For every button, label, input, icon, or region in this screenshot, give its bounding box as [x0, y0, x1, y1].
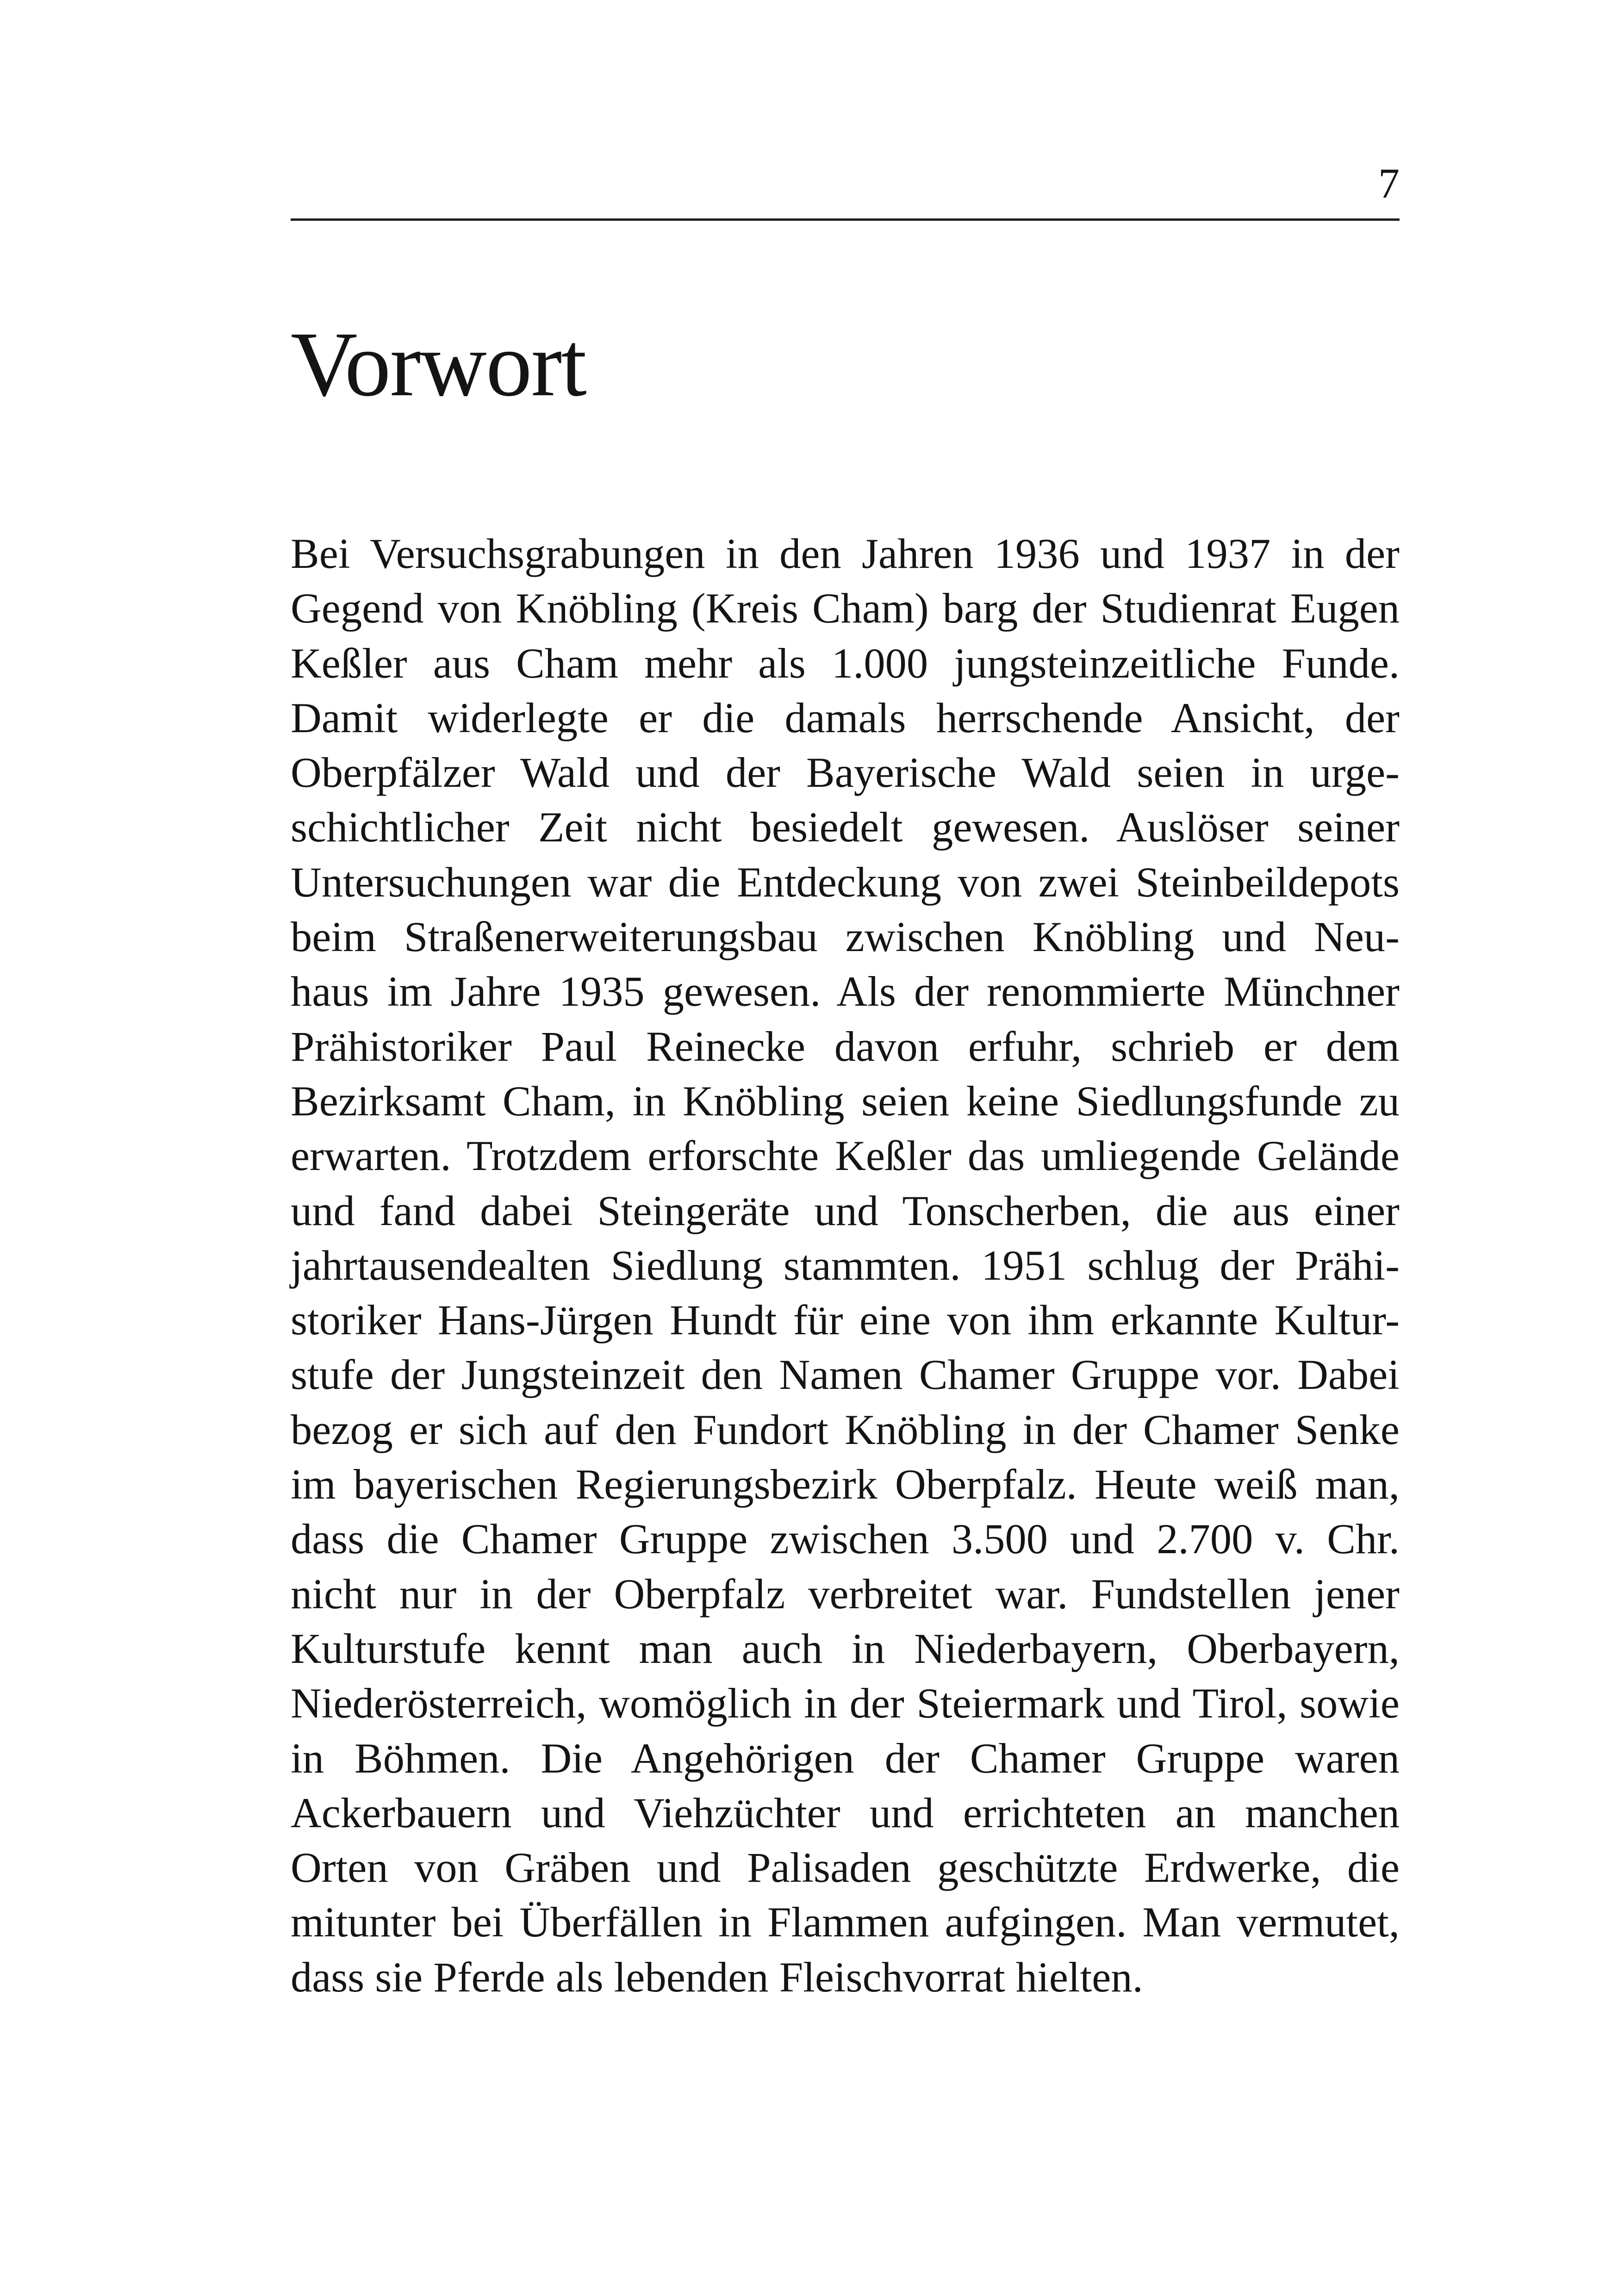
text-line: Kulturstufe kennt man auch in Niederbayern, Oberbayern,: [291, 1625, 1400, 1673]
text-line: nicht nur in der Oberpfalz verbreitet war. Fundstellen jener: [291, 1570, 1400, 1618]
text-line: Orten von Gräben und Palisaden geschützte Erdwerke, die: [291, 1844, 1400, 1892]
text-line: erwarten. Trotzdem erforschte Keßler das umliegende Gelände: [291, 1132, 1400, 1180]
chapter-title: Vorwort: [291, 313, 586, 416]
text-line: storiker Hans-Jürgen Hundt für eine von ihm erkannte Kultur-: [291, 1297, 1400, 1344]
text-line: dass die Chamer Gruppe zwischen 3.500 und 2.700 v. Chr.: [291, 1516, 1400, 1563]
text-line: Keßler aus Cham mehr als 1.000 jungsteinzeitliche Funde.: [291, 640, 1400, 687]
page-number: 7: [1378, 160, 1400, 207]
text-line: in Böhmen. Die Angehörigen der Chamer Gruppe waren: [291, 1735, 1400, 1782]
text-line: Gegend von Knöbling (Kreis Cham) barg der Studienrat Eugen: [291, 585, 1400, 633]
text-line: und fand dabei Steingeräte und Tonscherben, die aus einer: [291, 1187, 1400, 1235]
text-line: mitunter bei Überfällen in Flammen aufgingen. Man vermutet,: [291, 1899, 1400, 1947]
text-line: jahrtausendealten Siedlung stammten. 1951 schlug der Prähi-: [291, 1242, 1400, 1289]
text-line: Oberpfälzer Wald und der Bayerische Wald seien in urge-: [291, 749, 1400, 797]
text-line-last: dass sie Pferde als lebenden Fleischvorrat hielten.: [291, 1954, 1143, 2001]
text-line: Ackerbauern und Viehzüchter und errichteten an manchen: [291, 1789, 1400, 1837]
header-rule: [291, 218, 1400, 221]
text-line: beim Straßenerweiterungsbau zwischen Knöbling und Neu-: [291, 914, 1400, 961]
body-paragraph: [291, 527, 1400, 2005]
text-line: Niederösterreich, womöglich in der Steiermark und Tirol, sowie: [291, 1680, 1400, 1728]
text-line: Untersuchungen war die Entdeckung von zwei Steinbeildepots: [291, 859, 1400, 906]
text-line: Damit widerlegte er die damals herrschende Ansicht, der: [291, 694, 1400, 742]
text-line: im bayerischen Regierungsbezirk Oberpfalz. Heute weiß man,: [291, 1461, 1400, 1509]
text-line: haus im Jahre 1935 gewesen. Als der renommierte Münchner: [291, 968, 1400, 1016]
text-line: bezog er sich auf den Fundort Knöbling in der Chamer Senke: [291, 1406, 1400, 1454]
text-line: schichtlicher Zeit nicht besiedelt gewesen. Auslöser seiner: [291, 804, 1400, 852]
text-line: Bei Versuchsgrabungen in den Jahren 1936 und 1937 in der: [291, 530, 1400, 578]
text-line: Prähistoriker Paul Reinecke davon erfuhr, schrieb er dem: [291, 1023, 1400, 1070]
text-line: Bezirksamt Cham, in Knöbling seien keine Siedlungsfunde zu: [291, 1077, 1400, 1125]
text-line: stufe der Jungsteinzeit den Namen Chamer Gruppe vor. Dabei: [291, 1351, 1400, 1399]
